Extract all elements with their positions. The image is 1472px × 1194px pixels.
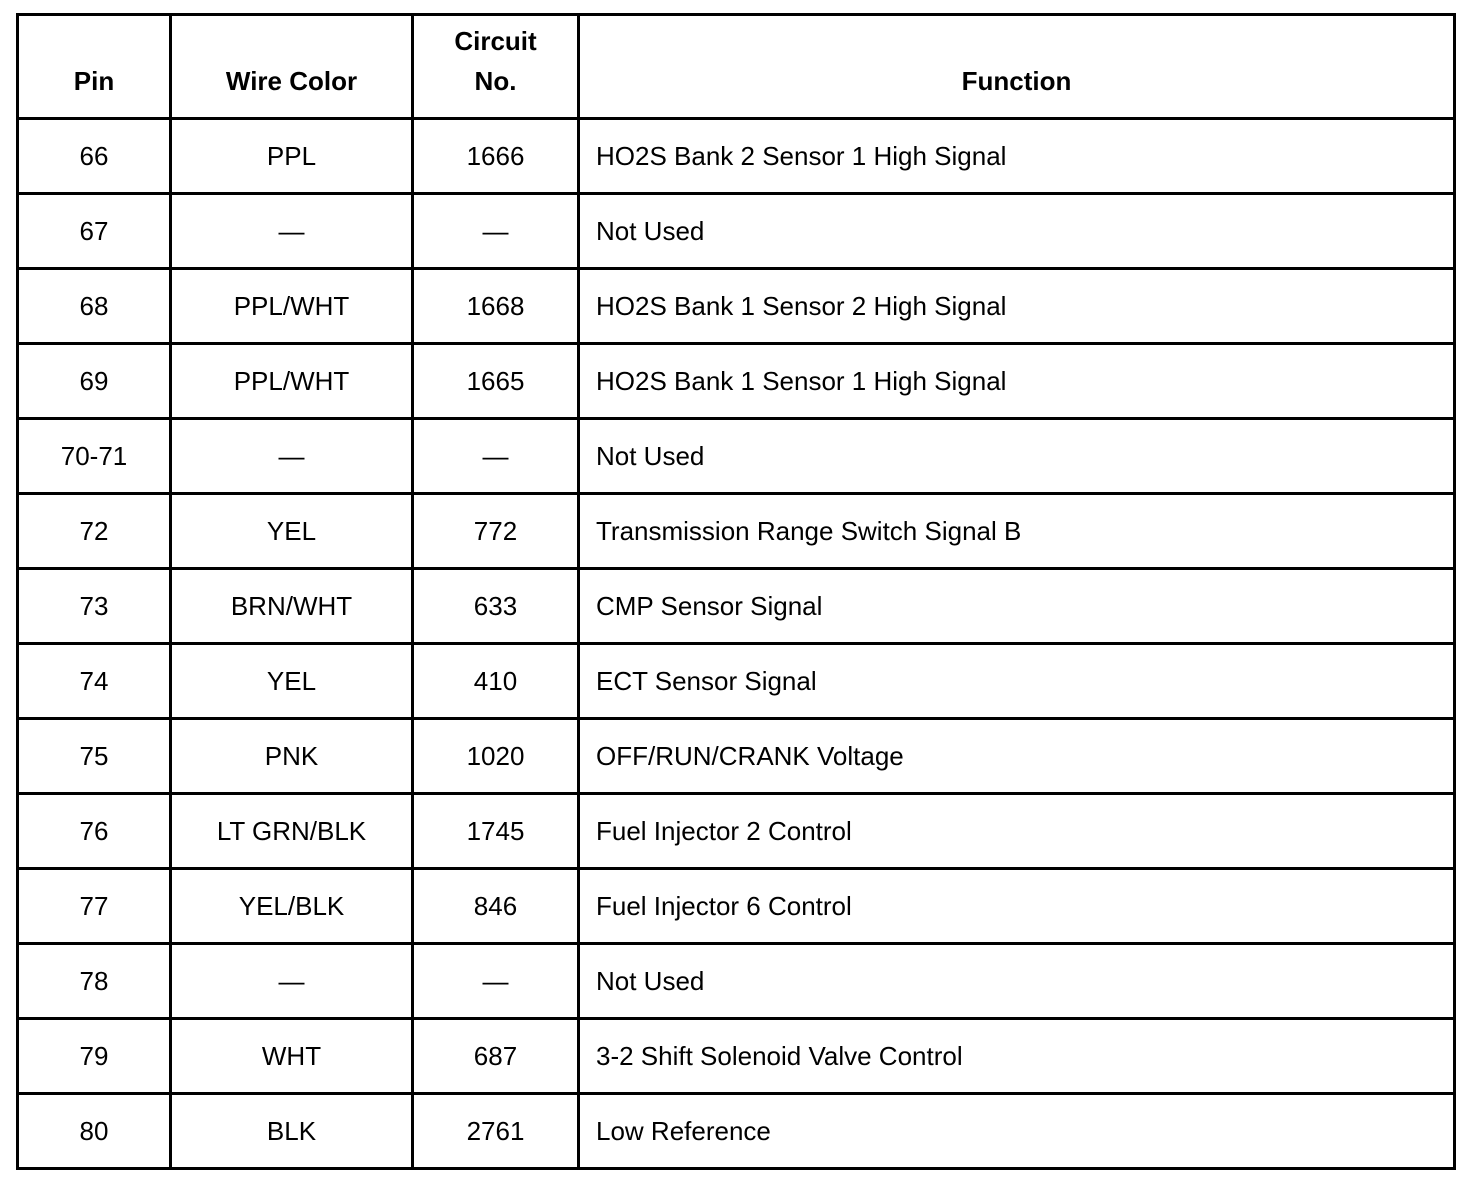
cell-pin: 75	[18, 719, 171, 794]
table-header	[18, 15, 1455, 119]
header-row	[18, 15, 1455, 119]
cell-wire-color: YEL/BLK	[171, 869, 413, 944]
cell-wire-color: BRN/WHT	[171, 569, 413, 644]
header-circuit-no	[413, 15, 579, 119]
cell-circuit-no: —	[413, 944, 579, 1019]
cell-circuit-no: 772	[413, 494, 579, 569]
cell-circuit-no: 846	[413, 869, 579, 944]
cell-function: Not Used	[579, 419, 1455, 494]
cell-function: HO2S Bank 2 Sensor 1 High Signal	[579, 119, 1455, 194]
table-row	[18, 644, 1455, 719]
cell-pin: 79	[18, 1019, 171, 1094]
cell-function: OFF/RUN/CRANK Voltage	[579, 719, 1455, 794]
table-row	[18, 944, 1455, 1019]
header-circuit-line1: Circuit	[454, 26, 537, 56]
cell-wire-color: —	[171, 194, 413, 269]
cell-wire-color: PPL/WHT	[171, 269, 413, 344]
cell-circuit-no: 1020	[413, 719, 579, 794]
cell-wire-color: PNK	[171, 719, 413, 794]
cell-circuit-no: 1668	[413, 269, 579, 344]
cell-circuit-no: 1666	[413, 119, 579, 194]
cell-wire-color: PPL	[171, 119, 413, 194]
cell-wire-color: YEL	[171, 644, 413, 719]
cell-function: Transmission Range Switch Signal B	[579, 494, 1455, 569]
header-function: Function	[579, 15, 1455, 119]
cell-function: HO2S Bank 1 Sensor 1 High Signal	[579, 344, 1455, 419]
table-row	[18, 1094, 1455, 1169]
table-row	[18, 869, 1455, 944]
cell-circuit-no: 687	[413, 1019, 579, 1094]
header-wire-color: Wire Color	[171, 15, 413, 119]
cell-pin: 73	[18, 569, 171, 644]
table-row	[18, 1019, 1455, 1094]
cell-function: HO2S Bank 1 Sensor 2 High Signal	[579, 269, 1455, 344]
cell-circuit-no: 1665	[413, 344, 579, 419]
cell-function: ECT Sensor Signal	[579, 644, 1455, 719]
cell-function: 3-2 Shift Solenoid Valve Control	[579, 1019, 1455, 1094]
cell-wire-color: LT GRN/BLK	[171, 794, 413, 869]
cell-function: Not Used	[579, 944, 1455, 1019]
cell-wire-color: YEL	[171, 494, 413, 569]
table-row	[18, 269, 1455, 344]
table-row	[18, 194, 1455, 269]
cell-function: Not Used	[579, 194, 1455, 269]
cell-pin: 68	[18, 269, 171, 344]
cell-function: Fuel Injector 2 Control	[579, 794, 1455, 869]
cell-wire-color: —	[171, 419, 413, 494]
table-row	[18, 794, 1455, 869]
cell-pin: 80	[18, 1094, 171, 1169]
cell-pin: 66	[18, 119, 171, 194]
cell-function: Low Reference	[579, 1094, 1455, 1169]
cell-circuit-no: —	[413, 419, 579, 494]
cell-wire-color: —	[171, 944, 413, 1019]
cell-circuit-no: 1745	[413, 794, 579, 869]
cell-pin: 78	[18, 944, 171, 1019]
table-row	[18, 419, 1455, 494]
cell-wire-color: WHT	[171, 1019, 413, 1094]
connector-pinout-table	[16, 13, 1456, 1170]
table-row	[18, 719, 1455, 794]
table-body	[18, 119, 1455, 1169]
table-row	[18, 494, 1455, 569]
header-pin: Pin	[18, 15, 171, 119]
cell-circuit-no: —	[413, 194, 579, 269]
cell-circuit-no: 2761	[413, 1094, 579, 1169]
cell-pin: 74	[18, 644, 171, 719]
cell-wire-color: PPL/WHT	[171, 344, 413, 419]
table-row	[18, 344, 1455, 419]
cell-pin: 67	[18, 194, 171, 269]
cell-pin: 76	[18, 794, 171, 869]
cell-circuit-no: 410	[413, 644, 579, 719]
cell-pin: 72	[18, 494, 171, 569]
table-row	[18, 119, 1455, 194]
cell-circuit-no: 633	[413, 569, 579, 644]
cell-function: CMP Sensor Signal	[579, 569, 1455, 644]
cell-pin: 77	[18, 869, 171, 944]
header-circuit-line2: No.	[474, 66, 517, 96]
cell-function: Fuel Injector 6 Control	[579, 869, 1455, 944]
cell-pin: 69	[18, 344, 171, 419]
table-row	[18, 569, 1455, 644]
cell-pin: 70-71	[18, 419, 171, 494]
cell-wire-color: BLK	[171, 1094, 413, 1169]
